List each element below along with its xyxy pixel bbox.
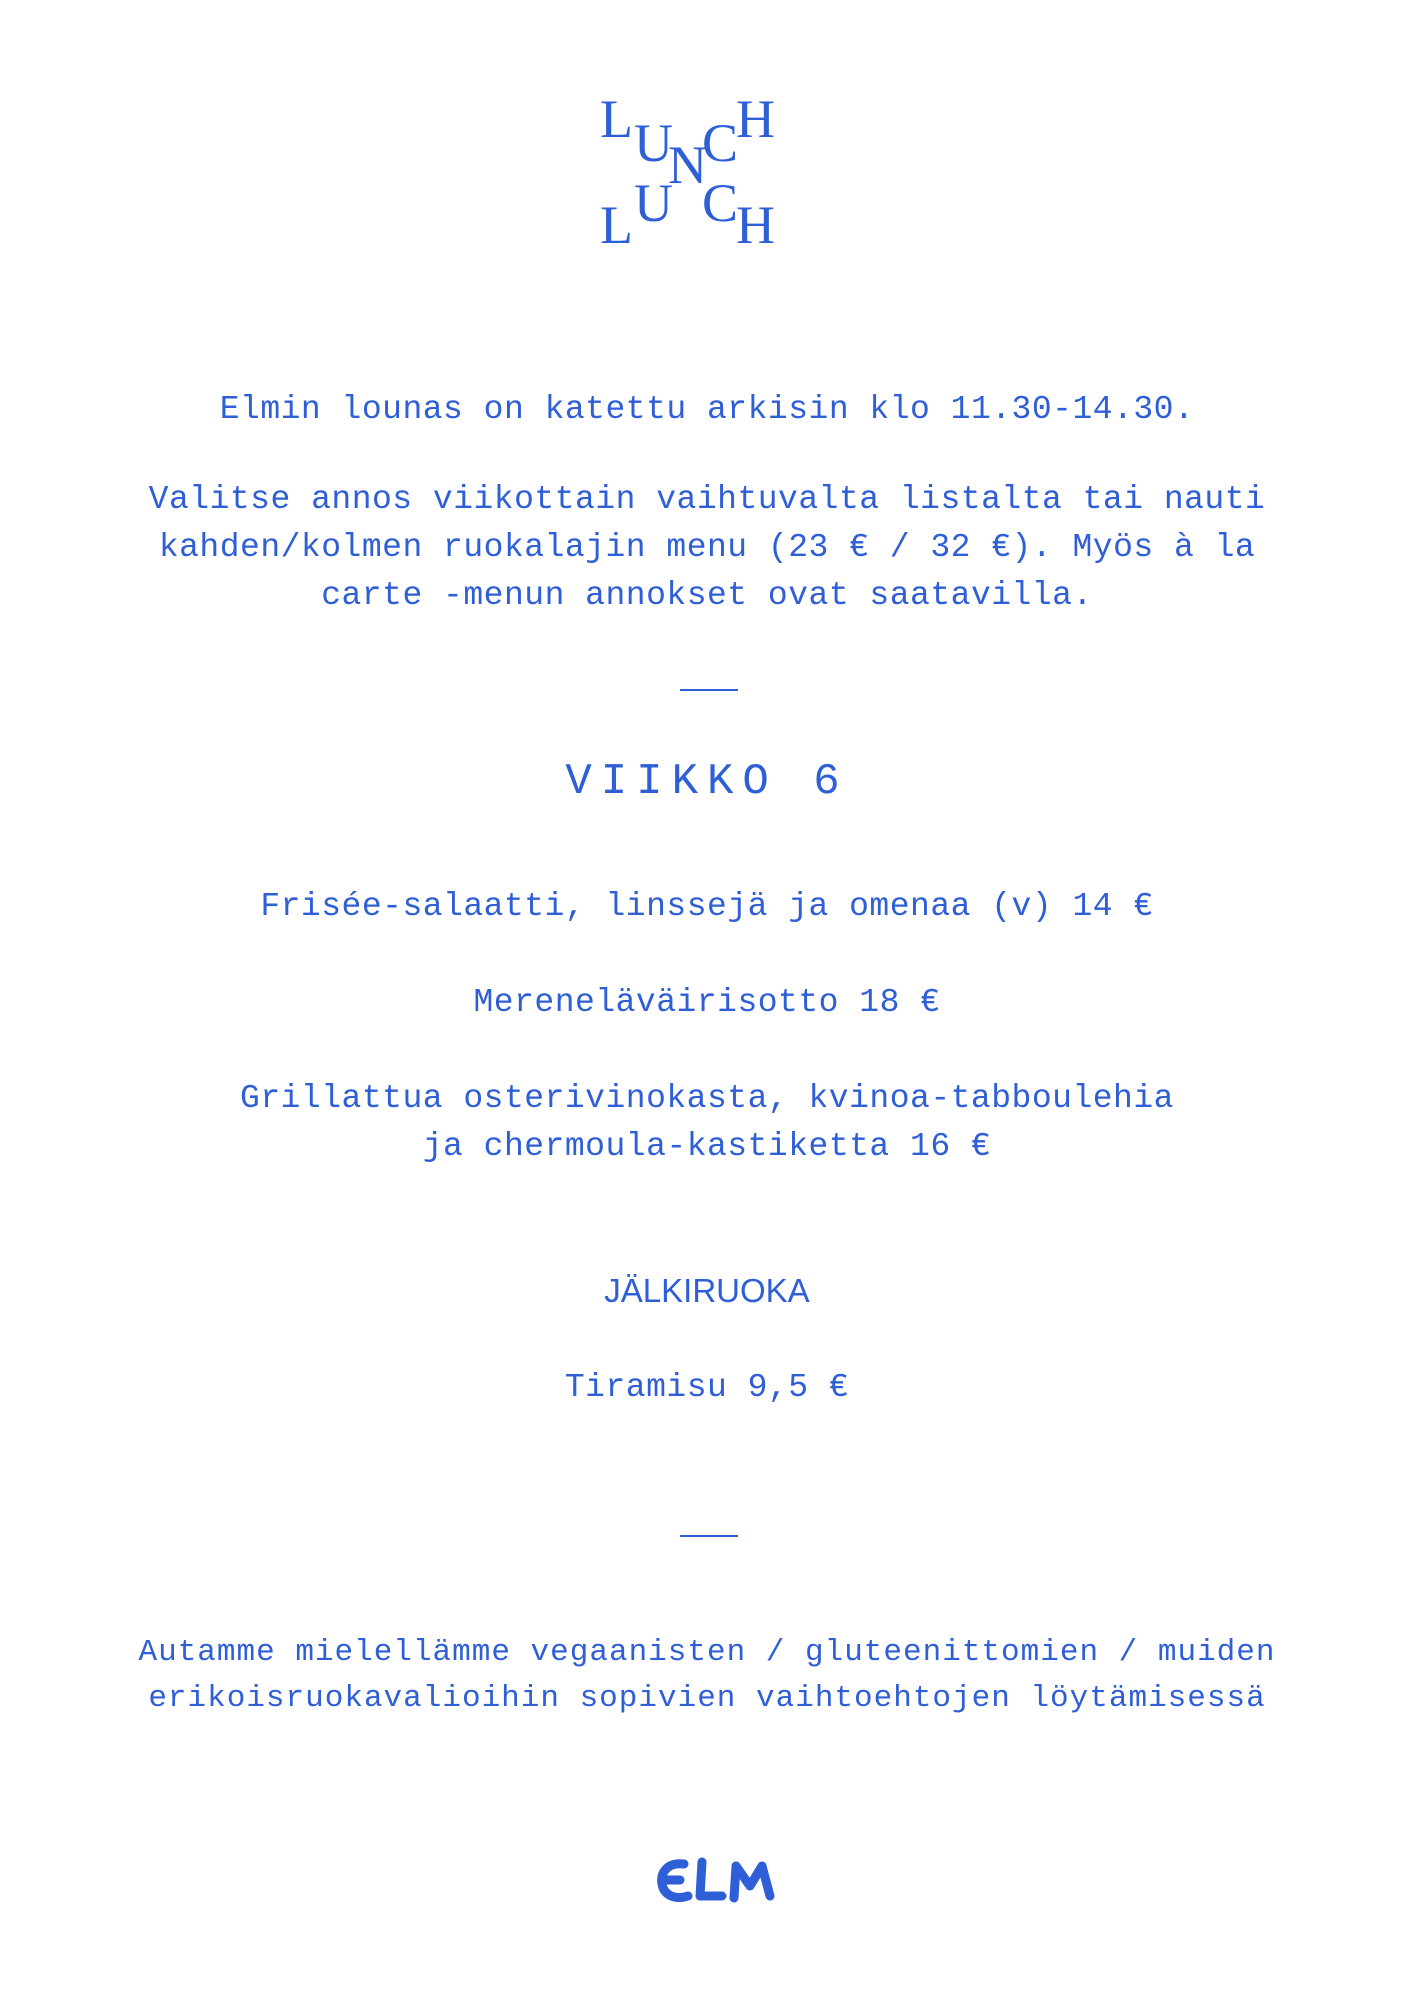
logo-letter-u-top: U [634,113,673,173]
logo-letter-u-bottom: U [634,173,673,233]
week-title: VIIKKO 6 [565,757,849,807]
dietary-note-line-2: erikoisruokavalioihin sopivien vaihtoehtojen löytämisessä [148,1681,1266,1716]
dish-3-line-1: Grillattua osterivinokasta, kvinoa-tabboulehia [240,1080,1174,1117]
elm-letter-l [700,1862,722,1896]
dessert-item: Tiramisu 9,5 € [564,1369,850,1406]
logo-letter-h-top: H [736,89,775,149]
divider-bottom [680,1535,738,1537]
elm-letter-m [734,1866,770,1898]
dish-2: Mereneläväirisotto 18 € [473,984,941,1021]
lunch-logo [600,89,820,255]
logo-letter-c-top: C [702,113,739,173]
logo-letter-c-bottom: C [702,173,739,233]
logo-letter-n-top: N [668,135,707,195]
logo-letter-h-bottom: H [736,195,775,255]
elm-logo [650,1852,785,1912]
logo-letter-l-top: L [600,89,633,149]
dessert-heading: JÄLKIRUOKA [604,1272,810,1309]
divider-top [680,689,738,691]
dietary-note-line-1: Autamme mielellämme vegaanisten / gluteenittomien / muiden [138,1635,1276,1670]
dish-3-line-2: ja chermoula-kastiketta 16 € [422,1128,992,1165]
intro-line-3: carte -menun annokset ovat saatavilla. [321,577,1093,614]
intro-line-1: Valitse annos viikottain vaihtuvalta listalta tai nauti [148,481,1266,518]
lunch-hours: Elmin lounas on katettu arkisin klo 11.30-14.30. [219,391,1195,428]
dish-1: Frisée-salaatti, linssejä ja omenaa (v) 14 € [260,888,1154,925]
logo-letter-l-bottom: L [600,195,633,255]
intro-line-2: kahden/kolmen ruokalajin menu (23 € / 32 €). Myös à la [158,529,1256,566]
